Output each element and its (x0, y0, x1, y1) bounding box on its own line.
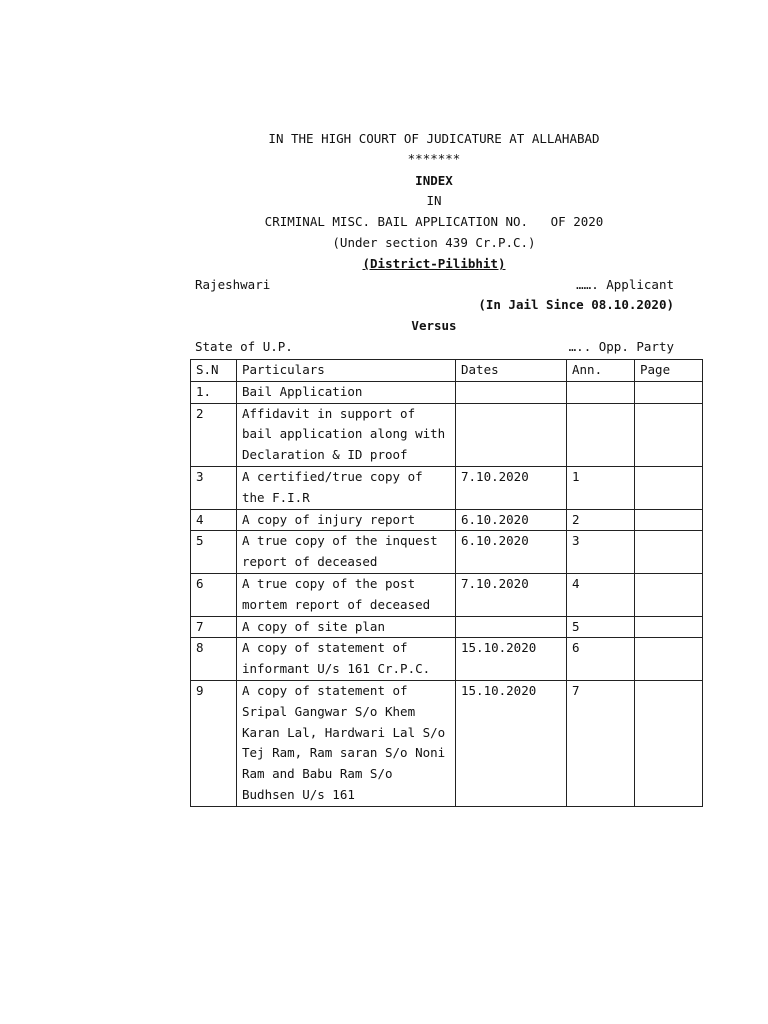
table-row (191, 531, 703, 574)
cell-sn: 1. (191, 381, 237, 403)
table-row (191, 680, 703, 806)
cell-particulars: Bail Application (237, 381, 456, 403)
cell-page (635, 616, 703, 638)
cell-annexure: 1 (567, 466, 635, 509)
cell-page (635, 531, 703, 574)
cell-annexure: 4 (567, 573, 635, 616)
table-header-row (191, 360, 703, 382)
cell-particulars: Affidavit in support of bail application along with Declaration & ID proof (237, 403, 456, 466)
header-particulars: Particulars (237, 360, 456, 382)
cell-date (456, 616, 567, 638)
cell-annexure: 5 (567, 616, 635, 638)
applicant-name: Rajeshwari (195, 277, 271, 292)
cell-sn: 9 (191, 680, 237, 806)
separator-stars: ******* (407, 151, 461, 166)
cell-annexure: 3 (567, 531, 635, 574)
cell-date (456, 381, 567, 403)
header-annexure: Ann. (567, 360, 635, 382)
cell-sn: 3 (191, 466, 237, 509)
application-number: CRIMINAL MISC. BAIL APPLICATION NO. OF 2020 (264, 214, 604, 229)
cell-page (635, 381, 703, 403)
cell-sn: 7 (191, 616, 237, 638)
cell-date: 6.10.2020 (456, 509, 567, 531)
cell-page (635, 403, 703, 466)
applicant-role: ……. Applicant (576, 277, 674, 292)
index-table (190, 359, 703, 807)
district-heading: (District-Pilibhit) (362, 256, 506, 271)
opposite-party-role: ….. Opp. Party (568, 339, 674, 354)
cell-date: 15.10.2020 (456, 680, 567, 806)
cell-page (635, 466, 703, 509)
cell-sn: 2 (191, 403, 237, 466)
cell-sn: 4 (191, 509, 237, 531)
cell-particulars: A copy of site plan (237, 616, 456, 638)
jail-note: (In Jail Since 08.10.2020) (478, 297, 674, 312)
cell-date: 6.10.2020 (456, 531, 567, 574)
index-title: INDEX (415, 173, 453, 188)
cell-date: 7.10.2020 (456, 573, 567, 616)
header-sn: S.N (191, 360, 237, 382)
versus-label: Versus (411, 318, 457, 333)
header-dates: Dates (456, 360, 567, 382)
cell-particulars: A copy of injury report (237, 509, 456, 531)
cell-annexure: 6 (567, 638, 635, 681)
table-row (191, 509, 703, 531)
cell-page (635, 638, 703, 681)
cell-date (456, 403, 567, 466)
table-row (191, 638, 703, 681)
cell-date: 15.10.2020 (456, 638, 567, 681)
header-page: Page (635, 360, 703, 382)
cell-page (635, 509, 703, 531)
cell-particulars: A copy of statement of informant U/s 161 Cr.P.C. (237, 638, 456, 681)
cell-sn: 5 (191, 531, 237, 574)
table-row (191, 616, 703, 638)
table-row (191, 381, 703, 403)
table-row (191, 403, 703, 466)
cell-annexure (567, 403, 635, 466)
cell-annexure: 7 (567, 680, 635, 806)
in-label: IN (426, 193, 442, 208)
cell-date: 7.10.2020 (456, 466, 567, 509)
cell-particulars: A certified/true copy of the F.I.R (237, 466, 456, 509)
cell-page (635, 573, 703, 616)
cell-sn: 8 (191, 638, 237, 681)
cell-particulars: A copy of statement of Sripal Gangwar S/o Khem Karan Lal, Hardwari Lal S/o Tej Ram, Ram saran S/o Noni Ram and Babu Ram S/o Budhsen U/s 161 (237, 680, 456, 806)
table-row (191, 573, 703, 616)
cell-annexure (567, 381, 635, 403)
cell-particulars: A true copy of the post mortem report of deceased (237, 573, 456, 616)
court-heading: IN THE HIGH COURT OF JUDICATURE AT ALLAHABAD (268, 131, 600, 146)
cell-annexure: 2 (567, 509, 635, 531)
table-row (191, 466, 703, 509)
cell-page (635, 680, 703, 806)
cell-particulars: A true copy of the inquest report of deceased (237, 531, 456, 574)
opposite-party-name: State of U.P. (195, 339, 293, 354)
section-reference: (Under section 439 Cr.P.C.) (332, 235, 536, 250)
cell-sn: 6 (191, 573, 237, 616)
